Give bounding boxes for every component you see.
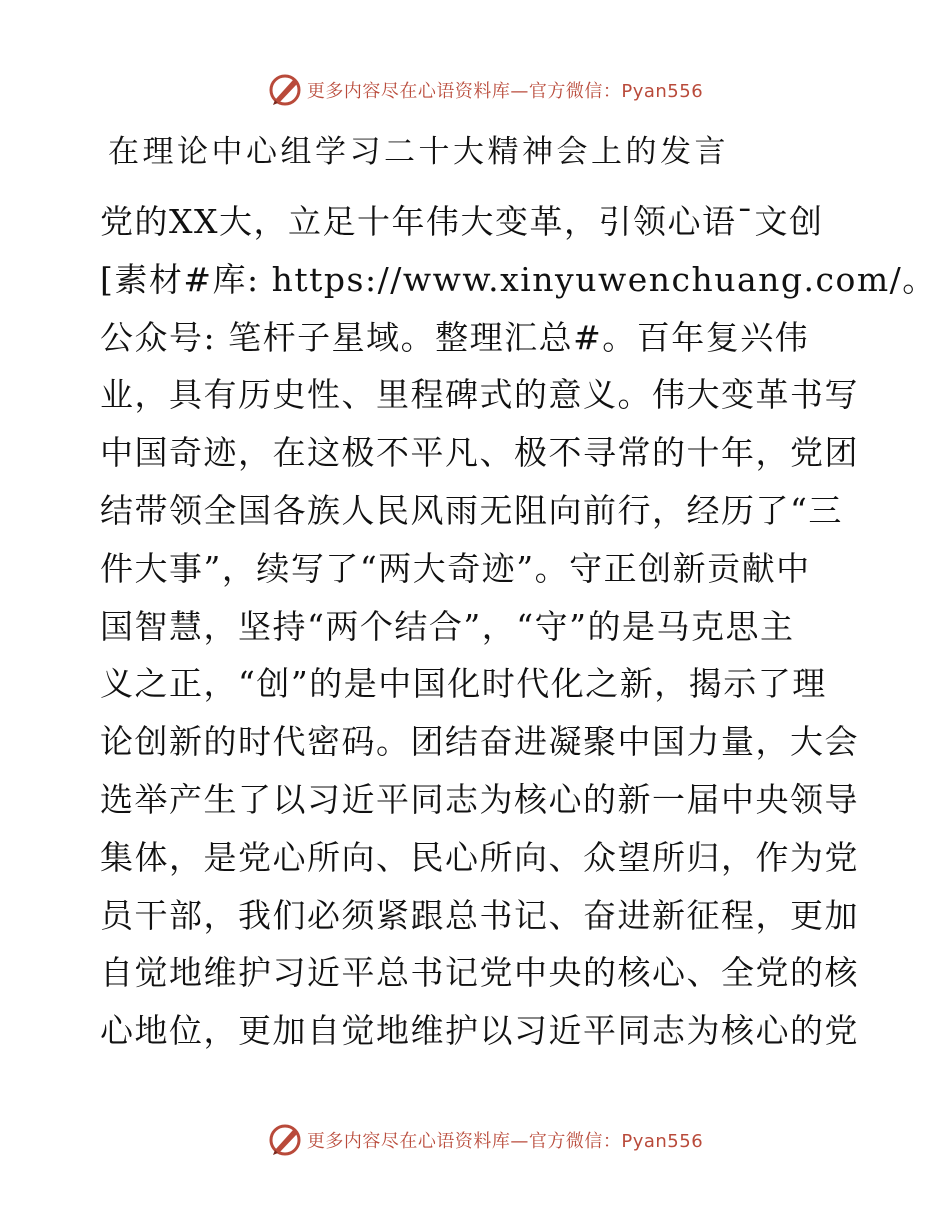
body-line: 党的XX大，立足十年伟大变革，引领心语¯文创 [100,202,824,241]
body-line: 义之正，“创”的是中国化时代化之新，揭示了理 [100,664,827,704]
body-line: 公众号: 笔杆子星域。整理汇总#。百年复兴伟 [100,317,810,357]
header-banner-text: 更多内容尽在心语资料库—官方微信：Pyan556 [306,81,704,102]
document-body [100,193,937,1060]
body-line: [素材#库: https://www.xinyuwenchuang.com/。 [100,259,937,299]
body-line: 集体，是党心所向、民心所向、众望所归，作为党 [100,837,859,877]
header-banner [0,70,950,110]
body-line: 选举产生了以习近平同志为核心的新一届中央领导 [100,779,859,819]
body-line: 自觉地维护习近平总书记党中央的核心、全党的核 [100,953,859,993]
pen-logo-icon [267,72,303,108]
document-title: 在理论中心组学习二十大精神会上的发言 [108,134,729,170]
body-line: 员干部，我们必须紧跟总书记、奋进新征程，更加 [100,895,859,935]
body-line: 论创新的时代密码。团结奋进凝聚中国力量，大会 [100,722,859,762]
footer-banner-text: 更多内容尽在心语资料库—官方微信：Pyan556 [306,1131,704,1152]
body-line: 业，具有历史性、里程碑式的意义。伟大变革书写 [100,375,859,415]
body-line: 结带领全国各族人民风雨无阻向前行，经历了“三 [100,490,843,530]
footer-banner [0,1120,950,1160]
body-line: 国智慧，坚持“两个结合”，“守”的是马克思主 [100,606,795,646]
body-line: 心地位，更加自觉地维护以习近平同志为核心的党 [100,1011,859,1051]
body-line: 件大事”，续写了“两大奇迹”。守正创新贡献中 [100,548,811,588]
pen-logo-icon [267,1122,303,1158]
body-line: 中国奇迹，在这极不平凡、极不寻常的十年，党团 [100,433,859,473]
